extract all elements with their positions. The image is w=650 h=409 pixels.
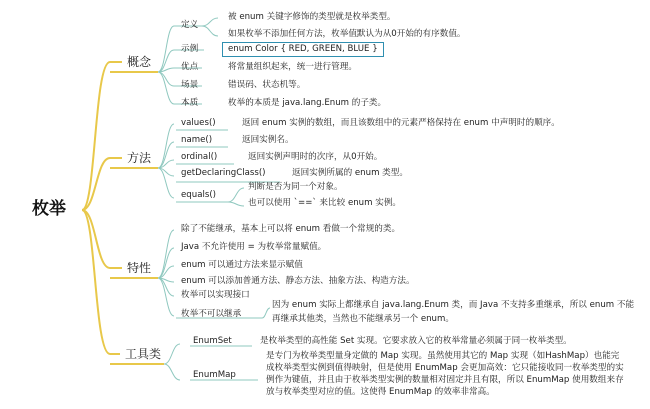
method-ordinal-label: ordinal()	[181, 152, 218, 162]
enummap-line2: 成枚举类型实例到值得映射，但是使用 EnumMap 会更加高效：它只能接收同一枚举类型的实	[266, 363, 624, 373]
tools-node: 工具类	[125, 347, 162, 361]
feature-item-2: Java 不允许使用 = 为枚举常量赋值。	[181, 242, 327, 252]
feature-item-4: enum 可以添加普通方法、静态方法、抽象方法、构造方法。	[181, 276, 415, 286]
method-equals-line2: 也可以使用 `==` 来比较 enum 实例。	[248, 198, 402, 208]
definition-label: 定义	[181, 20, 199, 30]
scenario-text: 错误码、状态机等。	[228, 80, 306, 90]
method-equals-line1: 判断是否为同一个对象。	[248, 182, 343, 192]
essence-text: 枚举的本质是 java.lang.Enum 的子类。	[228, 98, 387, 108]
enumset-label: EnumSet	[193, 336, 232, 346]
feature-item-1: 除了不能继承，基本上可以将 enum 看做一个常规的类。	[181, 224, 401, 234]
essence-label: 本质	[181, 98, 199, 108]
definition-line1: 被 enum 关键字修饰的类型就是枚举类型。	[228, 12, 396, 22]
concept-node: 概念	[127, 55, 152, 69]
feature-no-inherit-line2: 再继承其他类，当然也不能继承另一个 enum。	[272, 314, 454, 324]
enummap-label: EnumMap	[193, 370, 236, 380]
advantage-label: 优点	[181, 62, 199, 72]
advantage-text: 将常量组织起来，统一进行管理。	[228, 62, 357, 72]
method-getdeclaringclass-text: 返回实例所属的 enum 类型。	[292, 168, 408, 178]
root-node: 枚举	[32, 199, 66, 219]
method-values-text: 返回 enum 实例的数组，而且该数组中的元素严格保持在 enum 中声明时的顺序。	[242, 118, 560, 128]
scenario-label: 场景	[181, 80, 199, 90]
example-label: 示例	[181, 44, 199, 54]
enumset-text: 是枚举类型的高性能 Set 实现。它要求放入它的枚举常量必须属于同一枚举类型。	[260, 336, 572, 346]
feature-item-3: enum 可以通过方法来显示赋值	[181, 260, 303, 270]
enummap-line1: 是专门为枚举类型量身定做的 Map 实现。虽然使用其它的 Map 实现（如HashMap）也能完	[266, 351, 620, 361]
method-name-text: 返回实例名。	[242, 135, 294, 145]
enummap-line4: 放与枚举类型对应的值。这使得 EnumMap 的效率非常高。	[266, 387, 495, 397]
method-values-label: values()	[181, 118, 216, 128]
method-getdeclaringclass-label: getDeclaringClass()	[181, 168, 266, 178]
method-equals-label: equals()	[181, 190, 217, 200]
methods-node: 方法	[127, 151, 152, 165]
features-node: 特性	[127, 261, 152, 275]
enummap-line3: 例作为键值，并且由于枚举类型实例的数量相对固定并且有限，所以 EnumMap 使用数组来存	[266, 375, 624, 385]
feature-item-5: 枚举可以实现接口	[181, 290, 250, 300]
feature-no-inherit-line1: 因为 enum 实际上都继承自 java.lang.Enum 类，而 Java 不支持多重继承，所以 enum 不能	[272, 300, 635, 310]
method-name-label: name()	[181, 135, 213, 145]
definition-line2: 如果枚举不添加任何方法，枚举值默认为从0开始的有序数值。	[228, 29, 466, 39]
method-ordinal-text: 返回实例声明时的次序，从0开始。	[248, 152, 383, 162]
example-code-box: enum Color { RED, GREEN, BLUE }	[222, 42, 384, 57]
feature-no-inherit-label: 枚举不可以继承	[181, 309, 242, 319]
